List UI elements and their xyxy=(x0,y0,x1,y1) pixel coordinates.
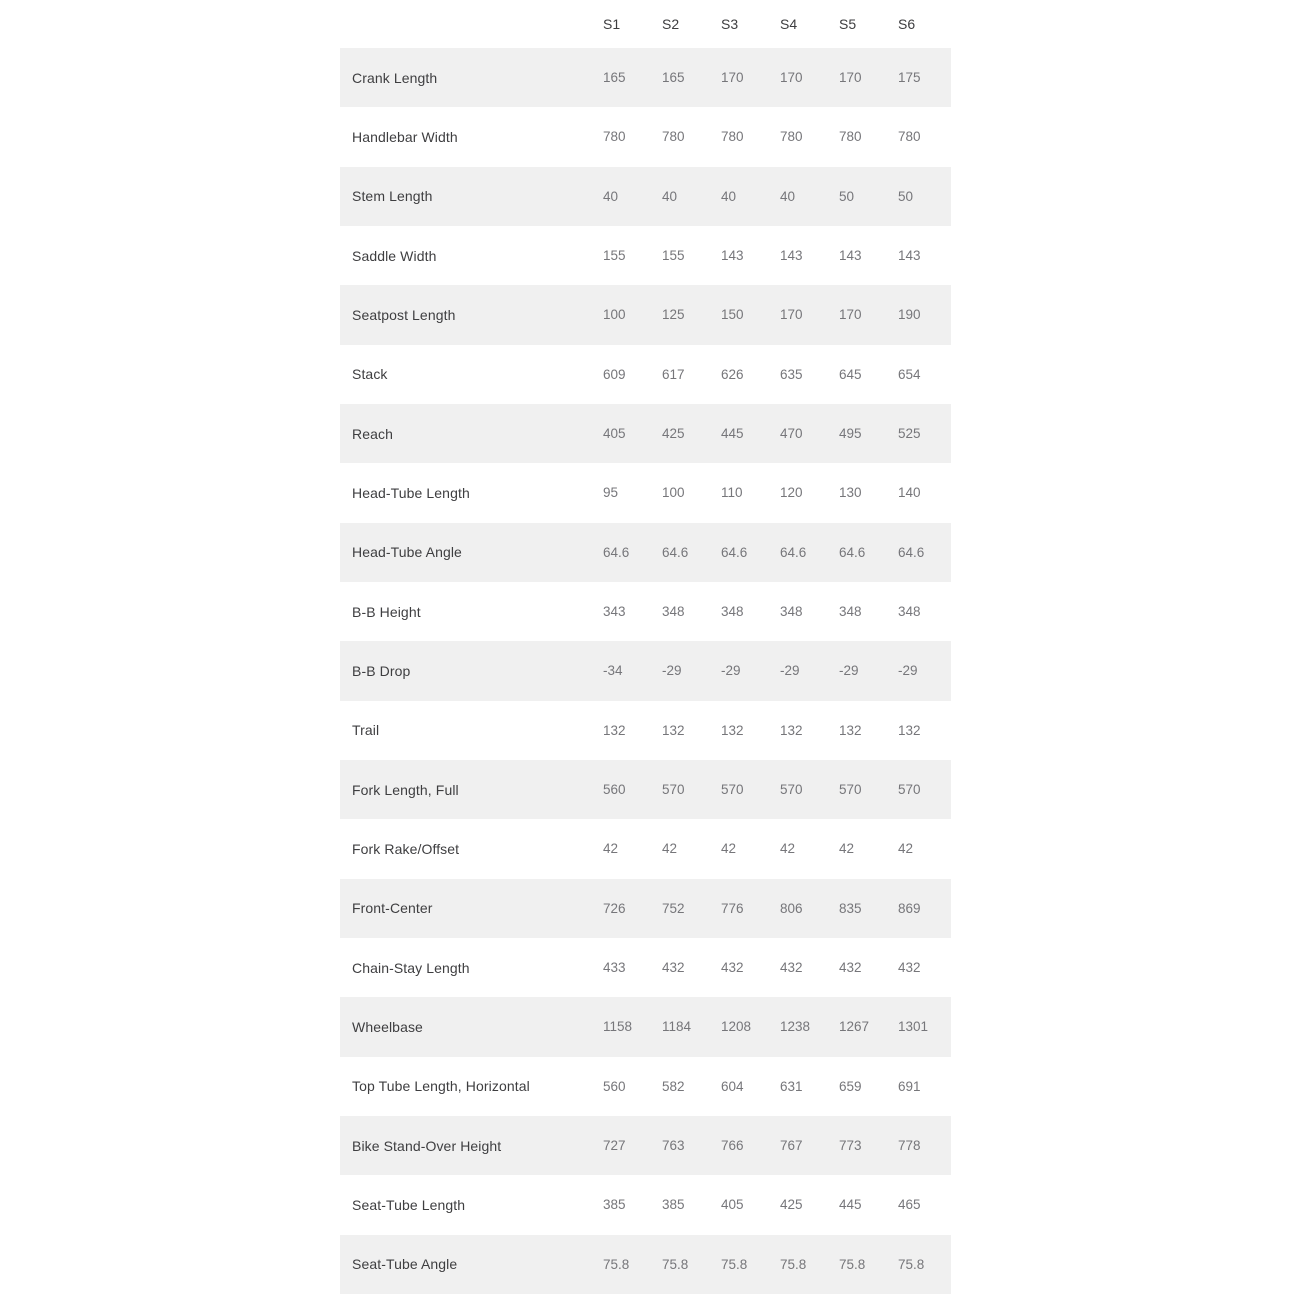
cell-value: 780 xyxy=(662,129,685,145)
cell-value: 40 xyxy=(721,188,737,204)
cell-value: 726 xyxy=(603,900,626,916)
cell-value: 130 xyxy=(839,485,862,501)
cell-value: 635 xyxy=(780,366,803,382)
table-row xyxy=(340,701,951,760)
table-row xyxy=(340,404,951,463)
cell-value: 763 xyxy=(662,1138,685,1154)
cell-value: 465 xyxy=(898,1197,921,1213)
cell-value: 50 xyxy=(898,188,914,204)
row-label: Fork Length, Full xyxy=(352,781,459,798)
row-label: Chain-Stay Length xyxy=(352,959,470,976)
cell-value: 42 xyxy=(662,841,678,857)
cell-value: 75.8 xyxy=(780,1256,807,1272)
table-row xyxy=(340,48,951,107)
column-header-s5: S5 xyxy=(839,16,857,32)
column-header-s3: S3 xyxy=(721,16,739,32)
cell-value: 570 xyxy=(898,782,921,798)
cell-value: 780 xyxy=(839,129,862,145)
cell-value: 766 xyxy=(721,1138,744,1154)
cell-value: 582 xyxy=(662,1078,685,1094)
cell-value: 42 xyxy=(839,841,855,857)
table-row xyxy=(340,819,951,878)
row-label: Trail xyxy=(352,722,380,739)
cell-value: 348 xyxy=(839,604,862,620)
cell-value: 42 xyxy=(780,841,796,857)
cell-value: 570 xyxy=(662,782,685,798)
row-label: Seatpost Length xyxy=(352,306,456,323)
table-row xyxy=(340,107,951,166)
cell-value: 405 xyxy=(721,1197,744,1213)
geometry-table xyxy=(340,0,951,1294)
cell-value: 432 xyxy=(662,960,685,976)
cell-value: 132 xyxy=(898,722,921,738)
cell-value: 604 xyxy=(721,1078,744,1094)
cell-value: 752 xyxy=(662,900,685,916)
cell-value: 1301 xyxy=(898,1019,929,1035)
cell-value: 560 xyxy=(603,1078,626,1094)
cell-value: 691 xyxy=(898,1078,921,1094)
cell-value: 470 xyxy=(780,426,803,442)
cell-value: -29 xyxy=(898,663,918,679)
cell-value: 835 xyxy=(839,900,862,916)
cell-value: 425 xyxy=(662,426,685,442)
cell-value: 348 xyxy=(721,604,744,620)
cell-value: 170 xyxy=(780,307,803,323)
table-row xyxy=(340,345,951,404)
cell-value: 64.6 xyxy=(780,544,807,560)
cell-value: 75.8 xyxy=(603,1256,630,1272)
column-header-s1: S1 xyxy=(603,16,621,32)
table-row xyxy=(340,1116,951,1175)
cell-value: 75.8 xyxy=(898,1256,925,1272)
cell-value: 432 xyxy=(721,960,744,976)
cell-value: 1267 xyxy=(839,1019,870,1035)
row-label: Crank Length xyxy=(352,69,438,86)
cell-value: 64.6 xyxy=(662,544,689,560)
cell-value: 445 xyxy=(721,426,744,442)
table-row xyxy=(340,226,951,285)
cell-value: 767 xyxy=(780,1138,803,1154)
cell-value: 125 xyxy=(662,307,685,323)
cell-value: 432 xyxy=(898,960,921,976)
cell-value: 143 xyxy=(898,248,921,264)
cell-value: 432 xyxy=(780,960,803,976)
row-label: Fork Rake/Offset xyxy=(352,840,460,857)
cell-value: 385 xyxy=(603,1197,626,1213)
cell-value: -29 xyxy=(780,663,800,679)
row-label: Front-Center xyxy=(352,900,433,917)
cell-value: 170 xyxy=(721,70,744,86)
geometry-table-header-row xyxy=(340,0,951,48)
column-header-s2: S2 xyxy=(662,16,680,32)
table-row xyxy=(340,285,951,344)
cell-value: 425 xyxy=(780,1197,803,1213)
cell-value: 64.6 xyxy=(721,544,748,560)
cell-value: 100 xyxy=(603,307,626,323)
table-row xyxy=(340,582,951,641)
cell-value: 433 xyxy=(603,960,626,976)
cell-value: 780 xyxy=(721,129,744,145)
cell-value: 609 xyxy=(603,366,626,382)
cell-value: -29 xyxy=(662,663,682,679)
cell-value: 570 xyxy=(839,782,862,798)
table-row xyxy=(340,167,951,226)
cell-value: 780 xyxy=(603,129,626,145)
cell-value: 1184 xyxy=(662,1019,692,1035)
cell-value: 42 xyxy=(603,841,619,857)
row-label: Seat-Tube Angle xyxy=(352,1256,458,1273)
cell-value: 560 xyxy=(603,782,626,798)
table-row xyxy=(340,1175,951,1234)
cell-value: 727 xyxy=(603,1138,626,1154)
cell-value: 40 xyxy=(780,188,796,204)
cell-value: 780 xyxy=(780,129,803,145)
cell-value: 432 xyxy=(839,960,862,976)
cell-value: 343 xyxy=(603,604,626,620)
cell-value: 776 xyxy=(721,900,744,916)
row-label: Saddle Width xyxy=(352,247,437,264)
cell-value: 140 xyxy=(898,485,921,501)
cell-value: 1208 xyxy=(721,1019,752,1035)
cell-value: 170 xyxy=(839,307,862,323)
row-label: Wheelbase xyxy=(352,1018,423,1035)
cell-value: 445 xyxy=(839,1197,862,1213)
cell-value: 110 xyxy=(721,485,743,501)
cell-value: 132 xyxy=(721,722,744,738)
row-label: Head-Tube Angle xyxy=(352,544,462,561)
cell-value: 40 xyxy=(662,188,678,204)
cell-value: 659 xyxy=(839,1078,862,1094)
cell-value: 143 xyxy=(721,248,744,264)
row-label: Top Tube Length, Horizontal xyxy=(352,1078,530,1095)
cell-value: 654 xyxy=(898,366,921,382)
cell-value: 869 xyxy=(898,900,921,916)
cell-value: 132 xyxy=(603,722,626,738)
row-label: Bike Stand-Over Height xyxy=(352,1137,502,1154)
cell-value: 75.8 xyxy=(839,1256,866,1272)
table-row xyxy=(340,1057,951,1116)
cell-value: -34 xyxy=(603,663,623,679)
row-label: Reach xyxy=(352,425,393,442)
cell-value: 132 xyxy=(839,722,862,738)
cell-value: 143 xyxy=(839,248,862,264)
cell-value: 385 xyxy=(662,1197,685,1213)
cell-value: 495 xyxy=(839,426,862,442)
cell-value: 570 xyxy=(780,782,803,798)
cell-value: 75.8 xyxy=(721,1256,748,1272)
cell-value: 143 xyxy=(780,248,803,264)
cell-value: 1238 xyxy=(780,1019,811,1035)
cell-value: 64.6 xyxy=(898,544,925,560)
cell-value: 40 xyxy=(603,188,619,204)
row-label: B-B Height xyxy=(352,603,421,620)
cell-value: 780 xyxy=(898,129,921,145)
cell-value: 150 xyxy=(721,307,744,323)
cell-value: 348 xyxy=(662,604,685,620)
row-label: Seat-Tube Length xyxy=(352,1196,466,1213)
table-row xyxy=(340,938,951,997)
cell-value: 132 xyxy=(780,722,803,738)
cell-value: 64.6 xyxy=(603,544,630,560)
cell-value: 120 xyxy=(780,485,803,501)
cell-value: 645 xyxy=(839,366,862,382)
row-label: Stack xyxy=(352,366,388,383)
table-row xyxy=(340,879,951,938)
cell-value: 617 xyxy=(662,366,685,382)
row-label: Head-Tube Length xyxy=(352,484,470,501)
cell-value: 155 xyxy=(603,248,626,264)
cell-value: 170 xyxy=(780,70,803,86)
cell-value: -29 xyxy=(721,663,741,679)
cell-value: 95 xyxy=(603,485,619,501)
cell-value: -29 xyxy=(839,663,859,679)
cell-value: 806 xyxy=(780,900,803,916)
cell-value: 165 xyxy=(662,70,685,86)
row-label: Stem Length xyxy=(352,188,433,205)
cell-value: 348 xyxy=(780,604,803,620)
cell-value: 190 xyxy=(898,307,921,323)
column-header-s6: S6 xyxy=(898,16,916,32)
cell-value: 100 xyxy=(662,485,685,501)
row-label: Handlebar Width xyxy=(352,128,458,145)
table-row xyxy=(340,760,951,819)
cell-value: 631 xyxy=(780,1078,803,1094)
cell-value: 570 xyxy=(721,782,744,798)
cell-value: 42 xyxy=(721,841,737,857)
cell-value: 405 xyxy=(603,426,626,442)
table-row xyxy=(340,523,951,582)
cell-value: 626 xyxy=(721,366,744,382)
cell-value: 165 xyxy=(603,70,626,86)
cell-value: 773 xyxy=(839,1138,862,1154)
cell-value: 132 xyxy=(662,722,685,738)
cell-value: 1158 xyxy=(603,1019,633,1035)
table-row xyxy=(340,463,951,522)
table-row xyxy=(340,641,951,700)
cell-value: 175 xyxy=(898,70,921,86)
table-row xyxy=(340,997,951,1056)
cell-value: 42 xyxy=(898,841,914,857)
table-row xyxy=(340,1235,951,1294)
cell-value: 525 xyxy=(898,426,921,442)
cell-value: 155 xyxy=(662,248,685,264)
cell-value: 75.8 xyxy=(662,1256,689,1272)
column-header-s4: S4 xyxy=(780,16,798,32)
geometry-table-body xyxy=(340,48,951,1294)
cell-value: 170 xyxy=(839,70,862,86)
cell-value: 348 xyxy=(898,604,921,620)
cell-value: 778 xyxy=(898,1138,921,1154)
cell-value: 64.6 xyxy=(839,544,866,560)
row-label: B-B Drop xyxy=(352,662,411,679)
cell-value: 50 xyxy=(839,188,855,204)
